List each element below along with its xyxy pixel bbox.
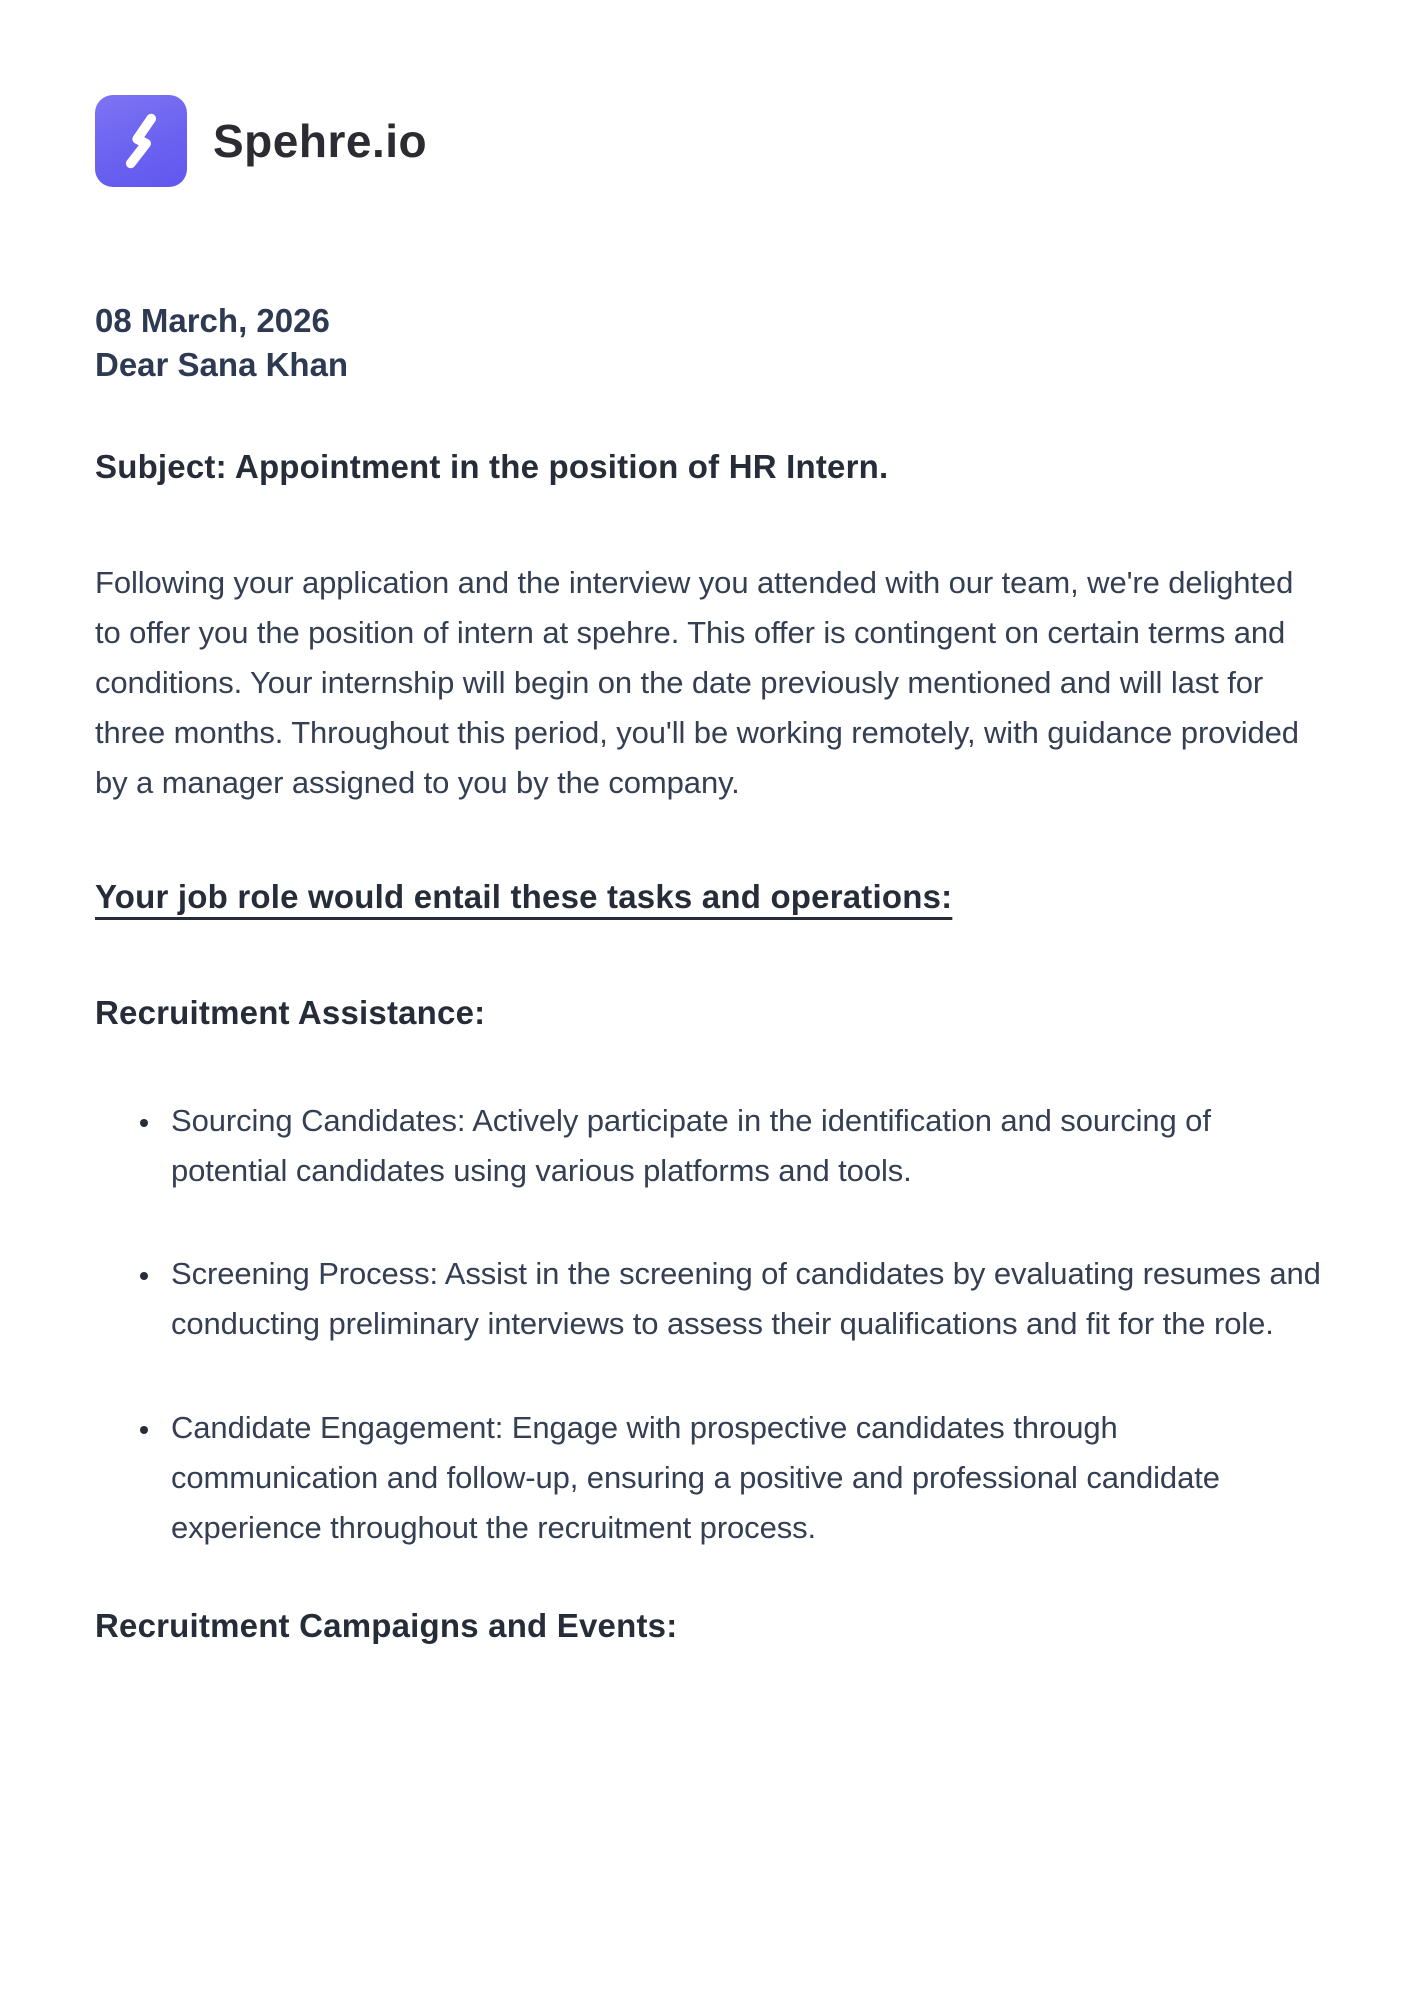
s-bolt-icon [109,109,173,173]
tasks-heading: Your job role would entail these tasks and operations: [95,877,953,915]
recruitment-assistance-list [95,1096,1322,1553]
intro-paragraph: Following your application and the interview you attended with our team, we're delighted to offer you the position of intern at spehre. This offer is contingent on certain terms and conditions. Your internship will begin on the date previously mentioned and will last for three months. Throughout this period, you'll be working remotely, with guidance provided by a manager assigned to you by the company. [95,565,1299,800]
list-item: • Sourcing Candidates: Actively participate in the identification and sourcing of potential candidates using various platforms and tools. [163,1096,1322,1196]
section-heading-recruitment-campaigns: Recruitment Campaigns and Events: [95,1606,678,1644]
list-item: • Candidate Engagement: Engage with prospective candidates through communication and follow-up, ensuring a positive and professional candidate experience throughout the recruitment process. [163,1403,1322,1553]
letter-greeting: Dear Sana Khan [95,345,349,383]
subject-line: Subject: Appointment in the position of HR Intern. [95,448,889,486]
section-heading-recruitment-assistance: Recruitment Assistance: [95,993,486,1031]
brand-name: Spehre.io [213,115,428,167]
list-item: • Screening Process: Assist in the screening of candidates by evaluating resumes and conducting preliminary interviews to assess their qualifications and fit for the role. [163,1249,1322,1349]
brand-header [95,95,1322,187]
letter-date: 08 March, 2026 [95,302,330,339]
date-greeting-block [95,299,1322,386]
spehre-logo-icon [95,95,187,187]
